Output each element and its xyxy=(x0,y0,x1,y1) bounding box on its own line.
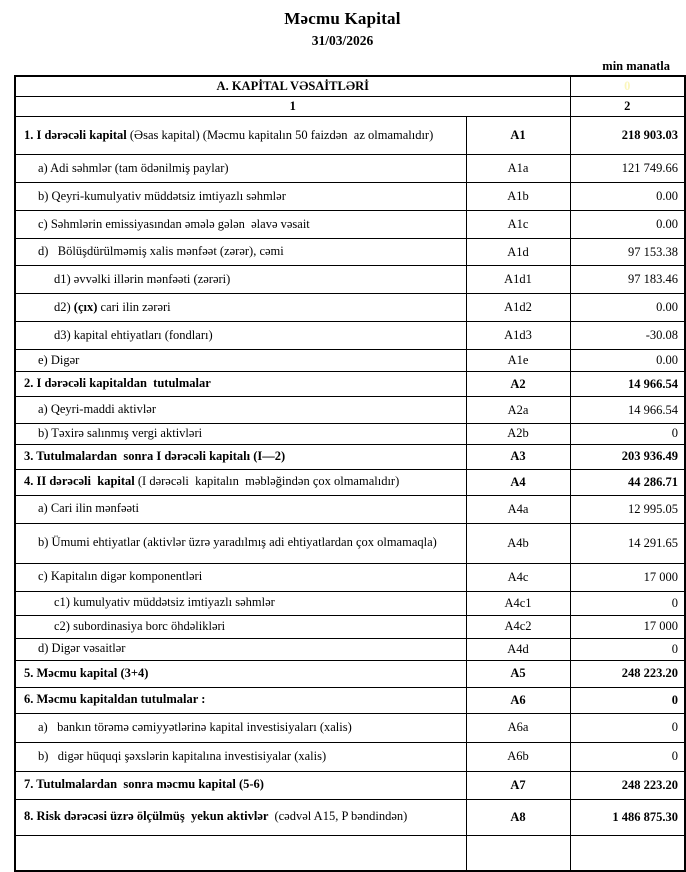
row-value: 248 223.20 xyxy=(570,660,685,687)
row-label-part-bold: 7. Tutulmalardan sonra məcmu kapital (5-6) xyxy=(24,777,264,792)
row-value: 0.00 xyxy=(570,183,685,211)
row-label xyxy=(15,799,466,835)
row-label xyxy=(15,211,466,239)
row-label-part: e) Digər xyxy=(38,352,80,367)
row-label-part: a) Adi səhmlər (tam ödənilmiş paylar) xyxy=(38,160,229,175)
table-row xyxy=(15,211,685,239)
table-column-index-row xyxy=(15,97,685,117)
row-label-part: (cədvəl A15, P bəndindən) xyxy=(271,809,408,824)
row-code: A4d xyxy=(466,638,570,660)
table-section-header-row xyxy=(15,76,685,97)
row-code: A1d xyxy=(466,239,570,266)
row-value: 17 000 xyxy=(570,563,685,591)
row-code: A2b xyxy=(466,424,570,445)
row-label xyxy=(15,660,466,687)
report-sheet xyxy=(0,9,685,824)
row-label xyxy=(15,350,466,372)
section-header: A. KAPİTAL VƏSAİTLƏRİ xyxy=(15,76,570,97)
table-row xyxy=(15,424,685,445)
row-label-part: d3) kapital ehtiyatları (fondları) xyxy=(54,327,213,342)
row-label-part: d) Digər vəsaitlər xyxy=(38,641,126,656)
row-label xyxy=(15,397,466,424)
table-row-cutoff xyxy=(15,835,685,871)
row-label-part: d2) xyxy=(54,299,74,314)
row-code: A1d3 xyxy=(466,322,570,350)
row-code: A3 xyxy=(466,444,570,469)
table-row xyxy=(15,294,685,322)
table-row xyxy=(15,799,685,835)
row-label xyxy=(15,239,466,266)
column-index-label: 1 xyxy=(15,97,570,117)
row-value: 0 xyxy=(570,742,685,771)
row-value: 218 903.03 xyxy=(570,117,685,155)
row-label xyxy=(15,294,466,322)
table-row xyxy=(15,266,685,294)
row-code: A4c2 xyxy=(466,615,570,638)
row-label-part: c2) subordinasiya borc öhdəlikləri xyxy=(54,618,226,633)
table-row xyxy=(15,322,685,350)
row-code: A4b xyxy=(466,523,570,563)
row-label xyxy=(15,444,466,469)
row-value: 97 183.46 xyxy=(570,266,685,294)
page-title: Məcmu Kapital xyxy=(284,9,401,28)
row-code: A4a xyxy=(466,495,570,523)
row-value: 1 486 875.30 xyxy=(570,799,685,835)
section-header-hidden-zero: 0 xyxy=(570,76,685,97)
row-code: A8 xyxy=(466,799,570,835)
row-code: A6 xyxy=(466,687,570,713)
row-label xyxy=(15,638,466,660)
row-label xyxy=(15,155,466,183)
table-row xyxy=(15,350,685,372)
row-code: A1b xyxy=(466,183,570,211)
row-code: A4c xyxy=(466,563,570,591)
row-value: 203 936.49 xyxy=(570,444,685,469)
table-row xyxy=(15,117,685,155)
row-label-part: d1) əvvəlki illərin mənfəəti (zərəri) xyxy=(54,271,231,286)
row-label-part-bold: 3. Tutulmalardan sonra I dərəcəli kapitalı (I—2) xyxy=(24,448,286,463)
row-code: A2a xyxy=(466,397,570,424)
row-value: 0.00 xyxy=(570,211,685,239)
row-code: A5 xyxy=(466,660,570,687)
table-row xyxy=(15,687,685,713)
row-label xyxy=(15,469,466,495)
row-code: A2 xyxy=(466,372,570,397)
row-code: A1 xyxy=(466,117,570,155)
empty-cell xyxy=(570,835,685,871)
row-label-part: c1) kumulyativ müddətsiz imtiyazlı səhmlər xyxy=(54,595,275,610)
row-label xyxy=(15,424,466,445)
row-label xyxy=(15,495,466,523)
row-code: A1d2 xyxy=(466,294,570,322)
row-label-part: (I dərəcəli kapitalın məbləğindən çox olmamalıdır) xyxy=(137,474,400,489)
row-value: -30.08 xyxy=(570,322,685,350)
row-code: A4 xyxy=(466,469,570,495)
row-value: 121 749.66 xyxy=(570,155,685,183)
table-row xyxy=(15,469,685,495)
table-row xyxy=(15,713,685,742)
row-label-part-bold: 2. I dərəcəli kapitaldan tutulmalar xyxy=(24,376,211,391)
row-value: 17 000 xyxy=(570,615,685,638)
row-code: A6a xyxy=(466,713,570,742)
row-value: 44 286.71 xyxy=(570,469,685,495)
row-label-part: c) Kapitalın digər komponentləri xyxy=(38,569,203,584)
capital-table xyxy=(14,75,686,872)
row-value: 0 xyxy=(570,687,685,713)
row-label-part-bold: 8. Risk dərəcəsi üzrə ölçülmüş yekun aktivlər xyxy=(24,809,272,824)
row-value: 14 966.54 xyxy=(570,397,685,424)
row-value: 0 xyxy=(570,424,685,445)
empty-cell xyxy=(15,835,466,871)
table-row xyxy=(15,372,685,397)
row-code: A4c1 xyxy=(466,591,570,615)
row-label-part: a) Qeyri-maddi aktivlər xyxy=(38,402,157,417)
row-label xyxy=(15,771,466,799)
row-label-part: a) bankın törəmə cəmiyyətlərinə kapital investisiyaları (xalis) xyxy=(38,719,352,734)
row-label-part-bold: 4. II dərəcəli kapital xyxy=(24,474,138,489)
table-row xyxy=(15,495,685,523)
table-row xyxy=(15,444,685,469)
row-code: A1c xyxy=(466,211,570,239)
row-label-part: d) Bölüşdürülməmiş xalis mənfəət (zərər), cəmi xyxy=(38,244,284,259)
row-label-part: b) Təxirə salınmış vergi aktivləri xyxy=(38,426,203,440)
row-label xyxy=(15,615,466,638)
table-row xyxy=(15,397,685,424)
unit-note: min manatla xyxy=(602,59,670,73)
row-value: 0.00 xyxy=(570,294,685,322)
row-label-part-bold: 1. I dərəcəli kapital xyxy=(24,127,130,142)
row-label-part: b) digər hüquqi şəxslərin kapitalına investisiyalar (xalis) xyxy=(38,748,327,763)
row-value: 0 xyxy=(570,713,685,742)
row-code: A1e xyxy=(466,350,570,372)
row-value: 97 153.38 xyxy=(570,239,685,266)
table-row xyxy=(15,615,685,638)
row-label xyxy=(15,713,466,742)
row-label-part-bold: 6. Məcmu kapitaldan tutulmalar : xyxy=(24,692,206,707)
row-label xyxy=(15,563,466,591)
row-label-part: b) Qeyri-kumulyativ müddətsiz imtiyazlı səhmlər xyxy=(38,188,286,203)
row-label xyxy=(15,266,466,294)
row-code: A7 xyxy=(466,771,570,799)
row-label-part: b) Ümumi ehtiyatlar (aktivlər üzrə yaradılmış adi ehtiyatlardan çox olmamaqla) xyxy=(38,535,437,550)
table-row xyxy=(15,183,685,211)
table-row xyxy=(15,523,685,563)
row-label xyxy=(15,742,466,771)
row-label-part: c) Səhmlərin emissiyasından əmələ gələn əlavə vəsait xyxy=(38,216,310,231)
table-row xyxy=(15,771,685,799)
row-label xyxy=(15,591,466,615)
table-body xyxy=(15,117,685,871)
row-label-part: (Əsas kapital) (Məcmu kapitalın 50 faizdən az olmamalıdır) xyxy=(129,127,434,142)
report-date: 31/03/2026 xyxy=(311,33,374,48)
row-value: 0.00 xyxy=(570,350,685,372)
row-code: A1d1 xyxy=(466,266,570,294)
row-label xyxy=(15,372,466,397)
empty-cell xyxy=(466,835,570,871)
table-row xyxy=(15,155,685,183)
row-label xyxy=(15,523,466,563)
row-label-part: a) Cari ilin mənfəəti xyxy=(38,501,140,516)
row-value: 12 995.05 xyxy=(570,495,685,523)
table-row xyxy=(15,239,685,266)
row-code: A6b xyxy=(466,742,570,771)
row-value: 14 966.54 xyxy=(570,372,685,397)
table-row xyxy=(15,742,685,771)
row-value: 248 223.20 xyxy=(570,771,685,799)
table-row xyxy=(15,638,685,660)
table-row xyxy=(15,563,685,591)
column-index-value: 2 xyxy=(570,97,685,117)
row-label xyxy=(15,687,466,713)
row-label-part: cari ilin zərəri xyxy=(97,299,171,314)
row-label xyxy=(15,117,466,155)
row-label xyxy=(15,322,466,350)
table-row xyxy=(15,591,685,615)
row-value: 0 xyxy=(570,638,685,660)
row-value: 14 291.65 xyxy=(570,523,685,563)
row-label xyxy=(15,183,466,211)
table-row xyxy=(15,660,685,687)
row-label-part-bold: (çıx) xyxy=(73,299,98,314)
row-label-part-bold: 5. Məcmu kapital (3+4) xyxy=(24,665,149,680)
row-value: 0 xyxy=(570,591,685,615)
row-code: A1a xyxy=(466,155,570,183)
